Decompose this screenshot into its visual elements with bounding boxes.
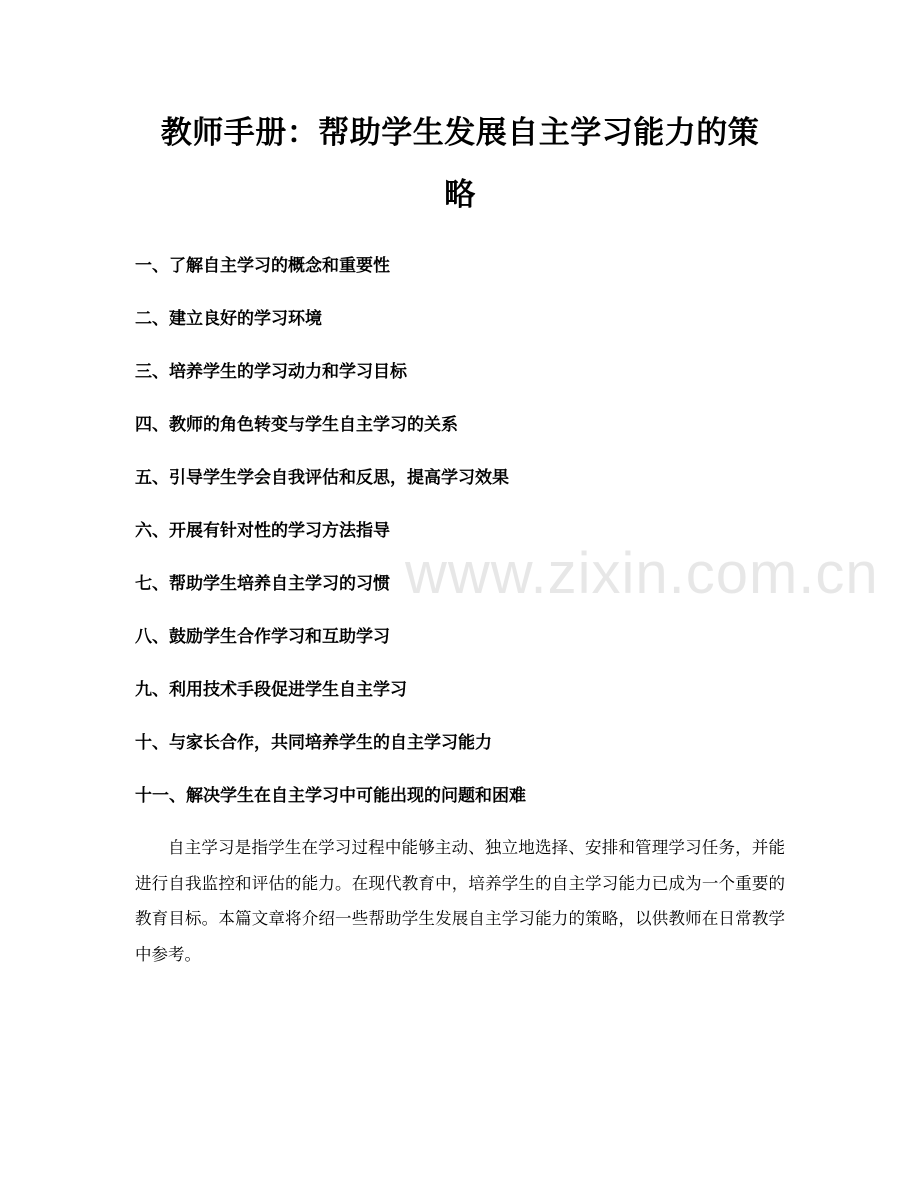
- outline-item-7: 七、帮助学生培养自主学习的习惯: [135, 574, 390, 594]
- title-line-2: 略: [444, 177, 476, 213]
- outline-item-8: 八、鼓励学生合作学习和互助学习: [135, 627, 390, 647]
- outline-item-4: 四、教师的角色转变与学生自主学习的关系: [135, 415, 458, 435]
- document-title: [120, 102, 800, 226]
- outline-item-9: 九、利用技术手段促进学生自主学习: [135, 680, 407, 700]
- outline-item-3: 三、培养学生的学习动力和学习目标: [135, 362, 407, 382]
- watermark: www.zixin.com.cn: [405, 541, 879, 606]
- outline-item-5: 五、引导学生学会自我评估和反思，提高学习效果: [135, 468, 509, 488]
- outline-item-6: 六、开展有针对性的学习方法指导: [135, 521, 390, 541]
- outline-item-2: 二、建立良好的学习环境: [135, 309, 322, 329]
- outline-list: [135, 252, 526, 835]
- intro-paragraph: 自主学习是指学生在学习过程中能够主动、独立地选择、安排和管理学习任务，并能进行自我监控和评估的能力。在现代教育中，培养学生的自主学习能力已成为一个重要的教育目标。本篇文章将介绍一些帮助学生发展自主学习能力的策略，以供教师在日常教学中参考。: [135, 838, 785, 964]
- title-line-1: 教师手册：帮助学生发展自主学习能力的策: [160, 115, 760, 151]
- outline-item-1: 一、了解自主学习的概念和重要性: [135, 256, 390, 276]
- outline-item-11: 十一、解决学生在自主学习中可能出现的问题和困难: [135, 786, 526, 806]
- outline-item-10: 十、与家长合作，共同培养学生的自主学习能力: [135, 733, 492, 753]
